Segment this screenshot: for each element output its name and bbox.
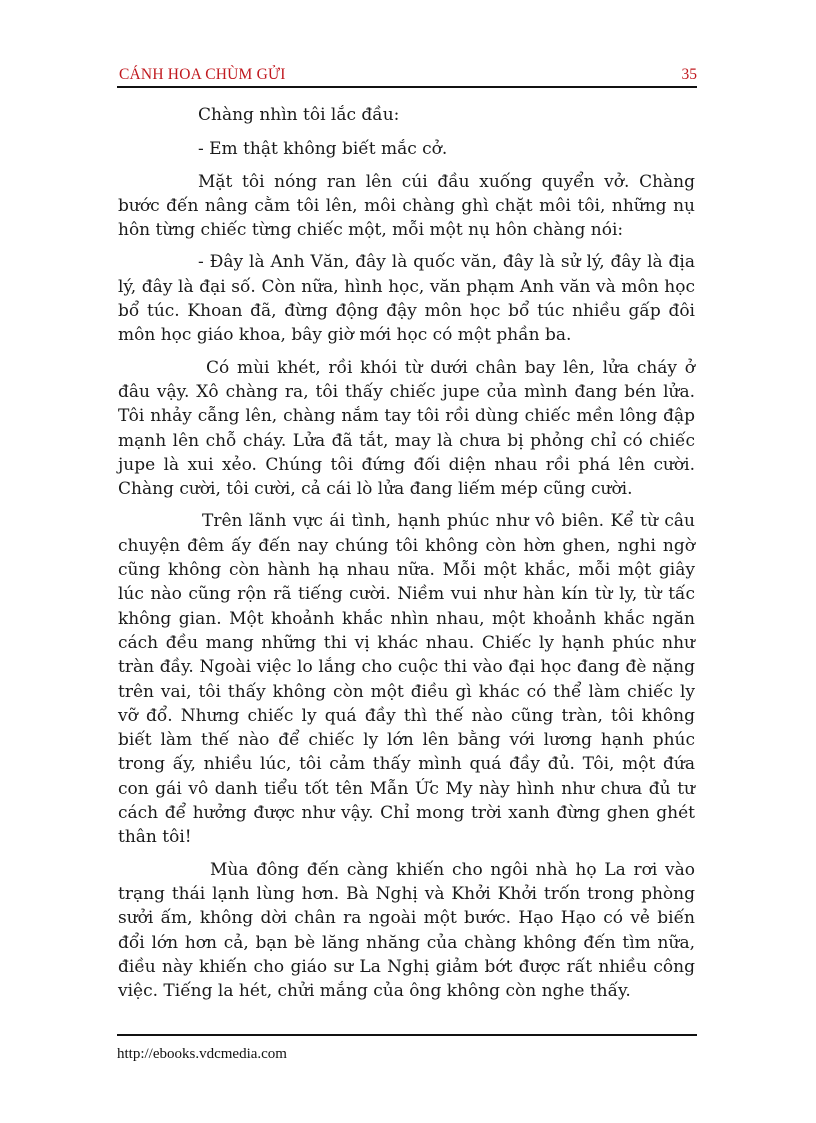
running-header (117, 62, 697, 86)
book-title: CÁNH HOA CHÙM GỬI (119, 66, 286, 83)
paragraph-1: Chàng nhìn tôi lắc đầu: (198, 105, 400, 125)
footer-divider (117, 1034, 697, 1036)
footer-url[interactable]: http://ebooks.vdcmedia.com (117, 1046, 287, 1062)
header-divider (117, 86, 697, 88)
page-number: 35 (681, 66, 697, 83)
paragraph-2: - Em thật không biết mắc cở. (198, 139, 448, 160)
paragraph-5: Có mùi khét, rồi khói từ dưới chân bay lên, lửa cháy ở đâu vậy. Xô chàng ra, tôi thấy chiếc jupe của mình đang bén lửa. Tôi nhảy cẫng lên, chàng nắm tay tôi rồi dùng chiếc mền lông đập mạnh lên chỗ cháy. Lửa đã tắt, may là chưa bị phỏng chỉ có chiếc jupe là xui xẻo. Chúng tôi đứng đối diện nhau rồi phá lên cười. Chàng cười, tôi cười, cả cái lò lửa đang liếm mép cũng cười. (118, 357, 695, 500)
paragraph-3: Mặt tôi nóng ran lên cúi đầu xuống quyển vở. Chàng bước đến nâng cằm tôi lên, môi chàng ghì chặt môi tôi, những nụ hôn từng chiếc từng chiếc một, mỗi một nụ hôn chàng nói: (118, 171, 695, 241)
paragraph-4: - Đây là Anh Văn, đây là quốc văn, đây là sử lý, đây là địa lý, đây là đại số. Còn nữa, hình học, văn phạm Anh văn và môn học bổ túc. Khoan đã, đừng động đậy môn học bổ túc nhiều gấp đôi môn học giáo khoa, bây giờ mới học có một phần ba. (118, 252, 695, 346)
paragraph-7: Mùa đông đến càng khiến cho ngôi nhà họ La rơi vào trạng thái lạnh lùng hơn. Bà Nghị và Khởi Khởi trốn trong phòng sưởi ấm, không dời chân ra ngoài một bước. Hạo Hạo có vẻ biến đổi lớn hơn cả, bạn bè lăng nhăng của chàng không đến tìm nữa, điều này khiến cho giáo sư La Nghị giảm bớt được rất nhiều công việc. Tiếng la hét, chửi mắng của ông không còn nghe thấy. (118, 859, 695, 1002)
paragraph-6: Trên lãnh vực ái tình, hạnh phúc như vô biên. Kể từ câu chuyện đêm ấy đến nay chúng tôi không còn hờn ghen, nghi ngờ cũng không còn hành hạ nhau nữa. Mỗi một khắc, mỗi một giây lúc nào cũng rộn rã tiếng cười. Niềm vui như hàn kín từ ly, từ tấc không gian. Một khoảnh khắc nhìn nhau, một khoảnh khắc ngăn cách đều mang những thi vị khác nhau. Chiếc ly hạnh phúc như tràn đầy. Ngoài việc lo lắng cho cuộc thi vào đại học đang đè nặng trên vai, tôi thấy không còn một điều gì khác có thể làm chiếc ly vỡ đổ. Nhưng chiếc ly quá đầy thì thế nào cũng tràn, tôi không biết làm thế nào để chiếc ly lớn lên bằng với lương hạnh phúc trong ấy, nhiều lúc, tôi cảm thấy mình quá đầy đủ. Tôi, một đứa con gái vô danh tiểu tốt tên Mẫn Ức My này hình như chưa đủ tư cách để hưởng được như vậy. Chỉ mong trời xanh đừng ghen ghét thân tôi! (118, 511, 695, 848)
page-body (118, 101, 695, 1003)
